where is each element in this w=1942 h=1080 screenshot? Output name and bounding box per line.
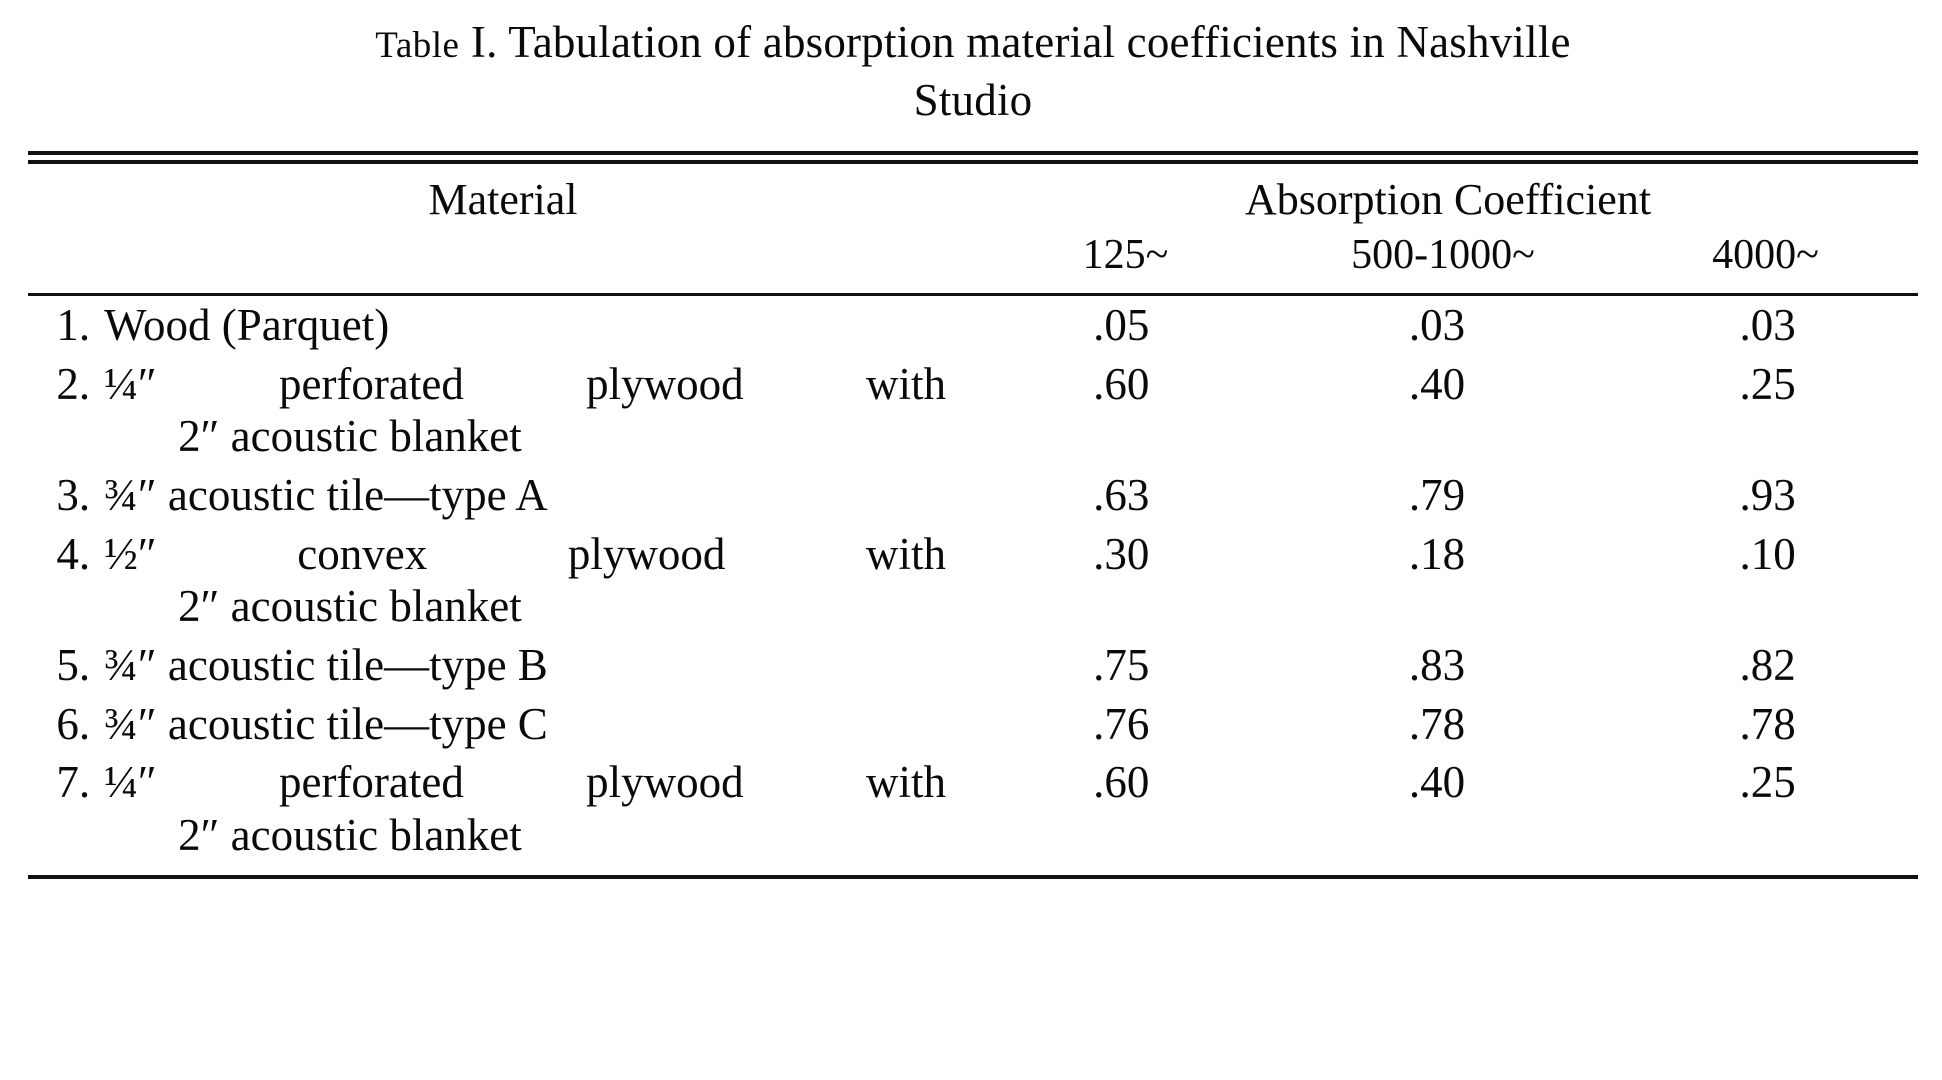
row-index: 2. (56, 358, 91, 409)
header-freq-4000: 4000~ (1712, 232, 1819, 279)
coefficient-4000: .25 (1739, 757, 1796, 808)
material-name (104, 636, 986, 695)
coefficient-125: .60 (1093, 757, 1150, 808)
material-name (104, 753, 986, 864)
header-frequency-subheaders (978, 225, 1918, 293)
header-absorption-coefficient: Absorption Coefficient (1244, 175, 1652, 225)
row-index: 6. (56, 698, 91, 749)
header-material: Material (428, 175, 578, 225)
material-line-1: ¼″ perforated plywood with (104, 757, 947, 808)
coefficient-125: .76 (1093, 698, 1150, 749)
table-caption-text: Tabulation of absorption material coefficients in Nashville (508, 17, 1571, 67)
material-name (104, 525, 986, 636)
material-line-1: ¾″ acoustic tile—type B (104, 640, 548, 691)
table-body (28, 296, 1918, 864)
coefficient-500-1000: .18 (1408, 528, 1466, 579)
coefficient-125: .05 (1093, 300, 1150, 351)
coefficient-500-1000: .40 (1408, 757, 1466, 808)
table-number: I. (470, 17, 498, 67)
material-line-1: ¾″ acoustic tile—type C (104, 698, 548, 749)
row-index: 3. (56, 470, 91, 521)
coefficient-125: .60 (1093, 358, 1150, 409)
table-caption (38, 14, 1908, 129)
row-index: 4. (56, 528, 91, 579)
table-row (28, 296, 1918, 355)
table-label: Table (375, 25, 460, 66)
coefficient-125: .63 (1093, 470, 1150, 521)
coefficient-4000: .03 (1739, 300, 1796, 351)
material-name (104, 355, 986, 466)
table-row (28, 753, 1918, 864)
coefficient-500-1000: .03 (1408, 300, 1466, 351)
bottom-rule (28, 875, 1918, 879)
table-row (28, 466, 1918, 525)
table-container (28, 14, 1918, 879)
coefficient-500-1000: .78 (1408, 698, 1466, 749)
coefficient-4000: .82 (1739, 640, 1796, 691)
header-freq-500-1000: 500-1000~ (1351, 232, 1535, 279)
coefficient-500-1000: .40 (1408, 358, 1466, 409)
material-name (104, 296, 986, 355)
header-material-sub (28, 225, 978, 293)
material-line-2: 2″ acoustic blanket (178, 809, 522, 860)
coefficient-125: .75 (1093, 640, 1150, 691)
coefficient-500-1000: .83 (1408, 640, 1466, 691)
coefficient-500-1000: .79 (1408, 470, 1466, 521)
coefficient-125: .30 (1093, 528, 1150, 579)
material-name (104, 695, 986, 754)
material-line-1: ¾″ acoustic tile—type A (104, 470, 548, 521)
table-header (28, 164, 1918, 293)
material-line-1: Wood (Parquet) (104, 300, 390, 351)
top-double-rule (28, 151, 1918, 164)
material-line-1: ½″ convex plywood with (104, 528, 947, 579)
material-line-2: 2″ acoustic blanket (178, 581, 522, 632)
table-row (28, 636, 1918, 695)
table-row (28, 525, 1918, 636)
material-name (104, 466, 986, 525)
coefficient-4000: .93 (1739, 470, 1796, 521)
table-row (28, 355, 1918, 466)
coefficient-4000: .78 (1739, 698, 1796, 749)
row-index: 1. (56, 300, 91, 351)
table-caption-text-2: Studio (913, 74, 1033, 125)
table-row (28, 695, 1918, 754)
material-line-2: 2″ acoustic blanket (178, 411, 522, 462)
row-index: 5. (56, 640, 91, 691)
header-row-secondary (28, 225, 1918, 293)
header-row-primary (28, 164, 1918, 225)
coefficient-4000: .10 (1739, 528, 1796, 579)
row-index: 7. (56, 757, 91, 808)
coefficient-4000: .25 (1739, 358, 1796, 409)
header-freq-125: 125~ (1082, 232, 1169, 279)
material-line-1: ¼″ perforated plywood with (104, 358, 947, 409)
